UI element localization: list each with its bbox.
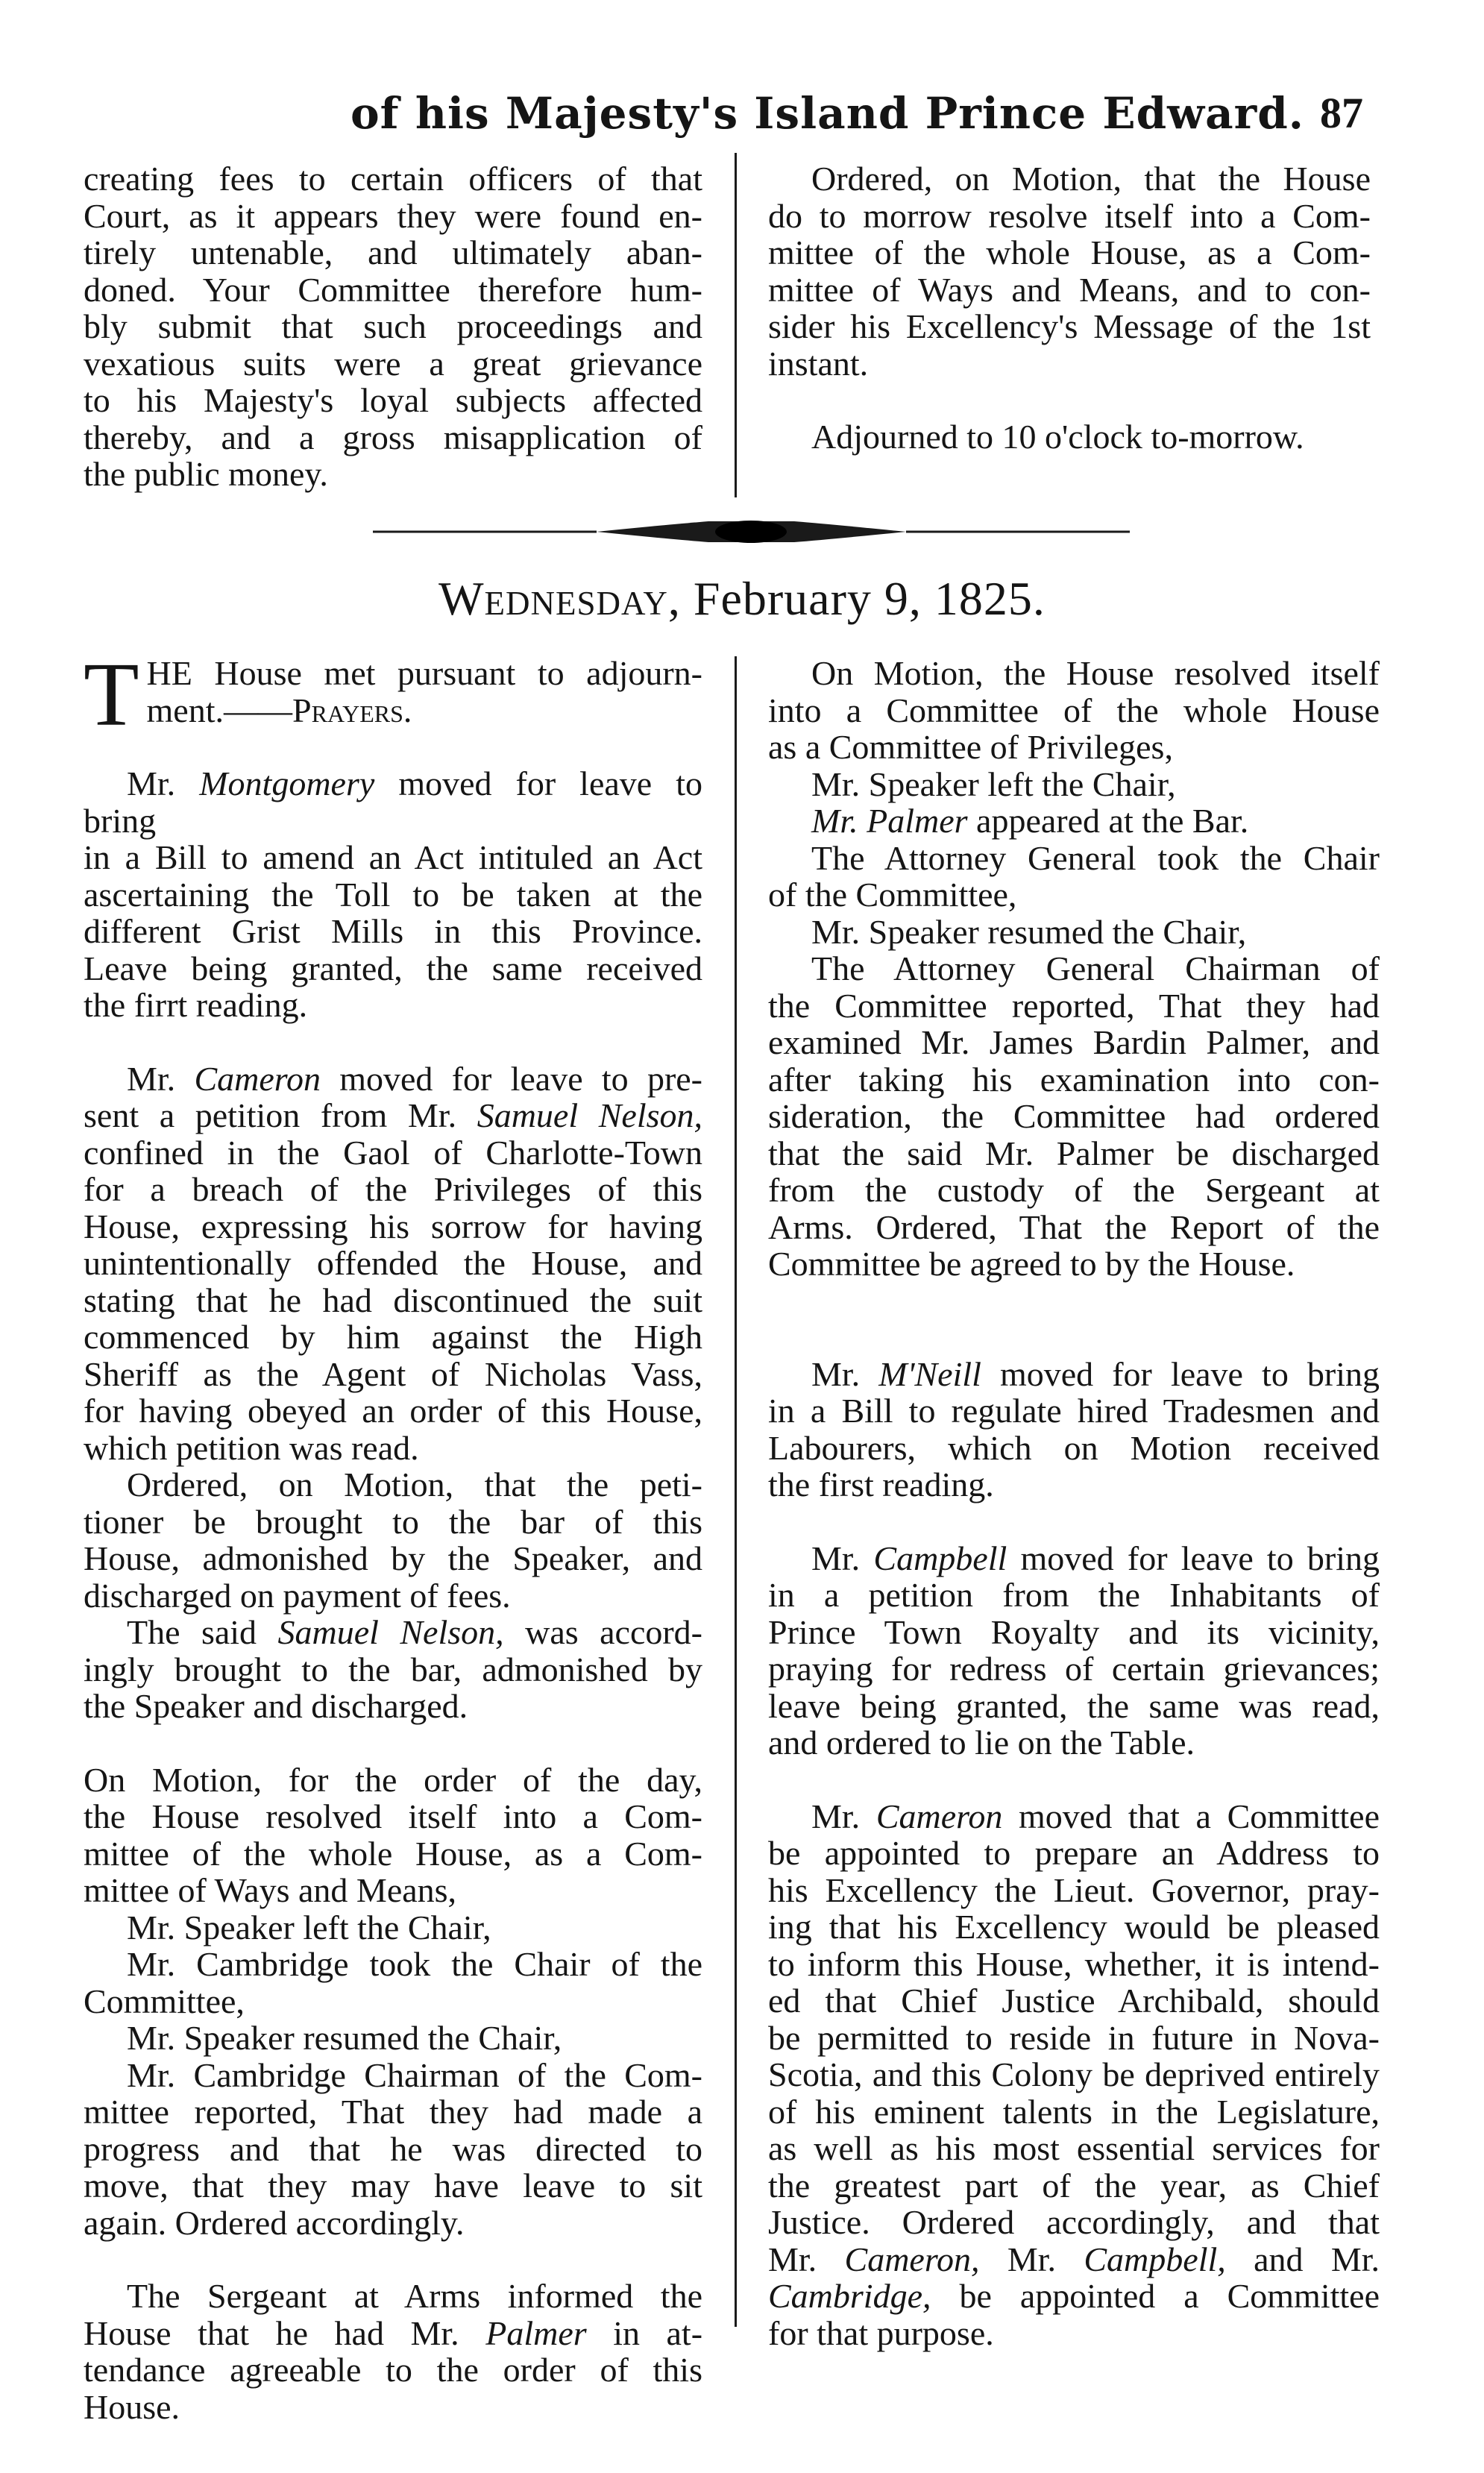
- text-line: be permitted to reside in future in Nova-: [768, 2018, 1380, 2057]
- text-line: mittee reported, That they had made a: [84, 2093, 702, 2131]
- text-line: ed that Chief Justice Archibald, should: [768, 1982, 1380, 2020]
- text-line: move, that they may have leave to sit: [84, 2166, 702, 2205]
- text-line: ing that his Excellency would be pleased: [768, 1908, 1380, 1946]
- text-line: discharged on payment of fees.: [84, 1576, 511, 1615]
- text-line: the first reading.: [768, 1465, 994, 1503]
- text-line: as a Committee of Privileges,: [768, 728, 1173, 766]
- text-line: again. Ordered accordingly.: [84, 2203, 465, 2242]
- text-line: praying for redress of certain grievances;: [768, 1650, 1380, 1688]
- text-line: the Committee reported, That they had: [768, 986, 1380, 1025]
- text-line: the firrt reading.: [84, 986, 308, 1024]
- text-line: after taking his examination into con-: [768, 1060, 1380, 1099]
- proceedings-left-column: [84, 644, 703, 2426]
- motion-column: [768, 160, 1371, 456]
- member-name: Cameron: [194, 1059, 321, 1098]
- paragraph-committee-of-privileges: [768, 655, 1380, 766]
- text-segment: in at-: [613, 2313, 703, 2352]
- text-segment: moved for leave to bring: [999, 1354, 1380, 1393]
- text-line: On Motion, the House resolved itself: [811, 654, 1380, 692]
- text-line: sider his Excellency's Message of the 1st: [768, 307, 1371, 345]
- text-line: leave being granted, the same was read,: [768, 1686, 1380, 1725]
- text-line: confined in the Gaol of Charlotte-Town: [84, 1133, 702, 1172]
- text-line: for having obeyed an order of this House,: [84, 1392, 702, 1430]
- paragraph-house-met: [84, 644, 702, 745]
- text-line: Justice. Ordered accordingly, and that: [768, 2203, 1380, 2241]
- member-name: Montgomery: [199, 764, 375, 802]
- text-segment: moved for leave to bring: [1020, 1539, 1380, 1577]
- member-name: Palmer: [485, 2313, 587, 2352]
- text-line: The Sergeant at Arms informed the: [127, 2277, 702, 2315]
- text-segment: and Mr.: [1254, 2240, 1380, 2278]
- text-line: in a petition from the Inhabitants of: [768, 1576, 1380, 1614]
- continued-report-column: [84, 160, 702, 493]
- text-line: Mr. Cambridge took the Chair of the: [127, 1945, 702, 1983]
- text-segment: moved for leave to bring: [84, 764, 703, 840]
- text-segment: Mr.: [811, 1354, 861, 1393]
- member-name: Mr. Palmer: [811, 802, 968, 840]
- text-segment: moved for leave to pre-: [339, 1059, 702, 1098]
- text-line: different Grist Mills in this Province.: [84, 912, 702, 950]
- member-name: Cameron,: [844, 2240, 980, 2278]
- text-line: in a Bill to regulate hired Tradesmen and: [768, 1392, 1380, 1430]
- paragraph-nelson-discharged: [84, 1614, 702, 1725]
- paragraph-attorney-report: [768, 950, 1380, 1283]
- text-line: mittee of the whole House, as a Com-: [768, 233, 1371, 271]
- text-line: to his Majesty's loyal subjects affected: [84, 381, 702, 419]
- text-line: be appointed to prepare an Address to: [768, 1834, 1380, 1872]
- running-head: [0, 88, 1484, 148]
- text-line: to inform this House, whether, it is intend-: [768, 1944, 1380, 1983]
- text-line: of the Committee,: [768, 876, 1017, 914]
- text-line: from the custody of the Sergeant at: [768, 1171, 1380, 1209]
- paragraph-sergeant-at-arms: [84, 2278, 702, 2425]
- text-line: tirely untenable, and ultimately aban-: [84, 233, 702, 271]
- text-segment: House that he had Mr.: [84, 2313, 459, 2352]
- petitioner-name: Samuel Nelson,: [477, 1096, 703, 1134]
- text-line: of his eminent talents in the Legislature,: [768, 2092, 1380, 2131]
- weekday: Wednesday,: [438, 572, 681, 625]
- text-line: Ordered, on Motion, that the House: [811, 160, 1371, 198]
- text-line: for that purpose.: [768, 2313, 994, 2352]
- text-line: Mr. Speaker resumed the Chair,: [811, 912, 1247, 951]
- text-segment: Mr.: [127, 1059, 176, 1098]
- text-line: Prince Town Royalty and its vicinity,: [768, 1612, 1380, 1651]
- date-heading: [0, 571, 1484, 626]
- text-line: which petition was read.: [84, 1428, 419, 1467]
- text-line: the greatest part of the year, as Chief: [768, 2166, 1380, 2205]
- text-segment: moved that a Committee: [1019, 1797, 1380, 1835]
- paragraph-montgomery: [84, 765, 702, 1024]
- paragraph-nelson-petition: [84, 1060, 702, 1467]
- text-line: stating that he had discontinued the suit: [84, 1281, 702, 1319]
- text-line: Mr. Cambridge Chairman of the Com-: [127, 2055, 702, 2094]
- text-line: mittee of the whole House, as a Com-: [84, 1834, 702, 1873]
- text-line: Arms. Ordered, That the Report of the: [768, 1207, 1380, 1246]
- text-segment: be appointed a Committee: [959, 2277, 1380, 2315]
- text-line: do to morrow resolve itself into a Com-: [768, 196, 1371, 235]
- text-line: House.: [84, 2387, 180, 2426]
- member-name: Campbell: [873, 1539, 1007, 1577]
- text-line: mittee of Ways and Means,: [84, 1871, 457, 1909]
- text-line: sideration, the Committee had ordered: [768, 1097, 1380, 1135]
- text-segment: Mr.: [127, 764, 176, 802]
- text-line: Leave being granted, the same received: [84, 949, 702, 987]
- text-line: the public money.: [84, 455, 328, 493]
- text-line: instant.: [768, 344, 869, 383]
- text-line: On Motion, for the order of the day,: [84, 1760, 702, 1799]
- text-line: tioner be brought to the bar of this: [84, 1502, 702, 1541]
- ornamental-divider: [373, 517, 1130, 547]
- text-line: The Attorney General took the Chair: [811, 838, 1380, 877]
- text-line: vexatious suits were a great grievance: [84, 344, 702, 383]
- text-line: the Speaker and discharged.: [84, 1687, 468, 1725]
- page-number: 87: [1320, 89, 1363, 137]
- text-line: for a breach of the Privileges of this: [84, 1170, 702, 1208]
- text-line: tendance agreeable to the order of this: [84, 2351, 702, 2389]
- member-name: Campbell,: [1084, 2240, 1226, 2278]
- adjournment-notice: Adjourned to 10 o'clock to-morrow.: [811, 418, 1304, 456]
- text-line: Scotia, and this Colony be deprived entirely: [768, 2055, 1380, 2093]
- text-segment: appeared at the Bar.: [976, 802, 1249, 840]
- text-line: into a Committee of the whole House: [768, 691, 1380, 729]
- text-line: commenced by him against the High: [84, 1318, 702, 1356]
- paragraph-ordered-petitioner: [84, 1466, 702, 1614]
- text-line: Court, as it appears they were found en-: [84, 196, 702, 235]
- text-line: the House resolved itself into a Com-: [84, 1797, 702, 1835]
- drop-cap: T: [84, 644, 139, 745]
- member-name: M'Neill: [878, 1354, 981, 1393]
- text-line: thereby, and a gross misapplication of: [84, 418, 702, 456]
- text-line: his Excellency the Lieut. Governor, pray-: [768, 1870, 1380, 1909]
- text-line: Labourers, which on Motion received: [768, 1428, 1380, 1467]
- text-line: Mr. Speaker left the Chair,: [811, 764, 1176, 803]
- text-line: Sheriff as the Agent of Nicholas Vass,: [84, 1354, 702, 1393]
- text-line: mittee of Ways and Means, and to con-: [768, 270, 1371, 309]
- paragraph-campbell-petition: [768, 1540, 1380, 1762]
- text-segment: Mr.: [768, 2240, 817, 2278]
- member-name: Cambridge,: [768, 2277, 931, 2315]
- member-name: Cameron: [875, 1797, 1003, 1835]
- paragraph-mneill-bill: [768, 1356, 1380, 1503]
- running-title: of his Majesty's Island Prince Edward.: [350, 88, 1304, 139]
- text-line: unintentionally offended the House, and: [84, 1244, 702, 1282]
- text-line: Mr. Speaker resumed the Chair,: [127, 2019, 562, 2057]
- column-divider: [735, 153, 737, 497]
- column-divider: [735, 656, 737, 2327]
- text-line: progress and that he was directed to: [84, 2129, 702, 2168]
- text-line: Committee be agreed to by the House.: [768, 1245, 1295, 1283]
- text-segment: was accord-: [525, 1613, 702, 1651]
- text-line: Committee,: [84, 1982, 245, 2020]
- paragraph-cambridge-report: [84, 2057, 702, 2242]
- text-line: Ordered, on Motion, that the peti-: [127, 1465, 702, 1503]
- paragraph-chief-justice-address: [768, 1798, 1380, 2352]
- text-line: in a Bill to amend an Act intituled an Act: [84, 838, 702, 876]
- text-line: House, admonished by the Speaker, and: [84, 1539, 702, 1577]
- text-segment: Mr.: [811, 1539, 861, 1577]
- text-line: and ordered to lie on the Table.: [768, 1723, 1195, 1762]
- text-segment: The said: [127, 1613, 257, 1651]
- text-line: ingly brought to the bar, admonished by: [84, 1650, 702, 1688]
- text-segment: sent a petition from Mr.: [84, 1096, 457, 1134]
- text-line: House, expressing his sorrow for having: [84, 1207, 702, 1245]
- text-line: doned. Your Committee therefore hum-: [84, 270, 702, 309]
- petitioner-name: Samuel Nelson,: [277, 1613, 504, 1651]
- text-line: that the said Mr. Palmer be discharged: [768, 1134, 1380, 1172]
- text-segment: Mr.: [1007, 2240, 1057, 2278]
- text-line: Mr. Speaker left the Chair,: [127, 1908, 491, 1946]
- text-line: ascertaining the Toll to be taken at the: [84, 875, 702, 914]
- text-segment: Mr.: [811, 1797, 861, 1835]
- text-line: ment.——: [146, 691, 293, 729]
- text-line: HE House met pursuant to adjourn-: [146, 654, 702, 692]
- text-line: examined Mr. James Bardin Palmer, and: [768, 1023, 1380, 1061]
- text-line: bly submit that such proceedings and: [84, 307, 702, 345]
- text-line: The Attorney General Chairman of: [811, 949, 1380, 987]
- date: February 9, 1825.: [693, 572, 1046, 625]
- text-line: as well as his most essential services for: [768, 2129, 1380, 2167]
- paragraph-ways-and-means: [84, 1762, 702, 1909]
- prayers-label: Prayers.: [292, 691, 412, 729]
- proceedings-right-column: [768, 655, 1380, 2351]
- text-line: creating fees to certain officers of that: [84, 160, 702, 198]
